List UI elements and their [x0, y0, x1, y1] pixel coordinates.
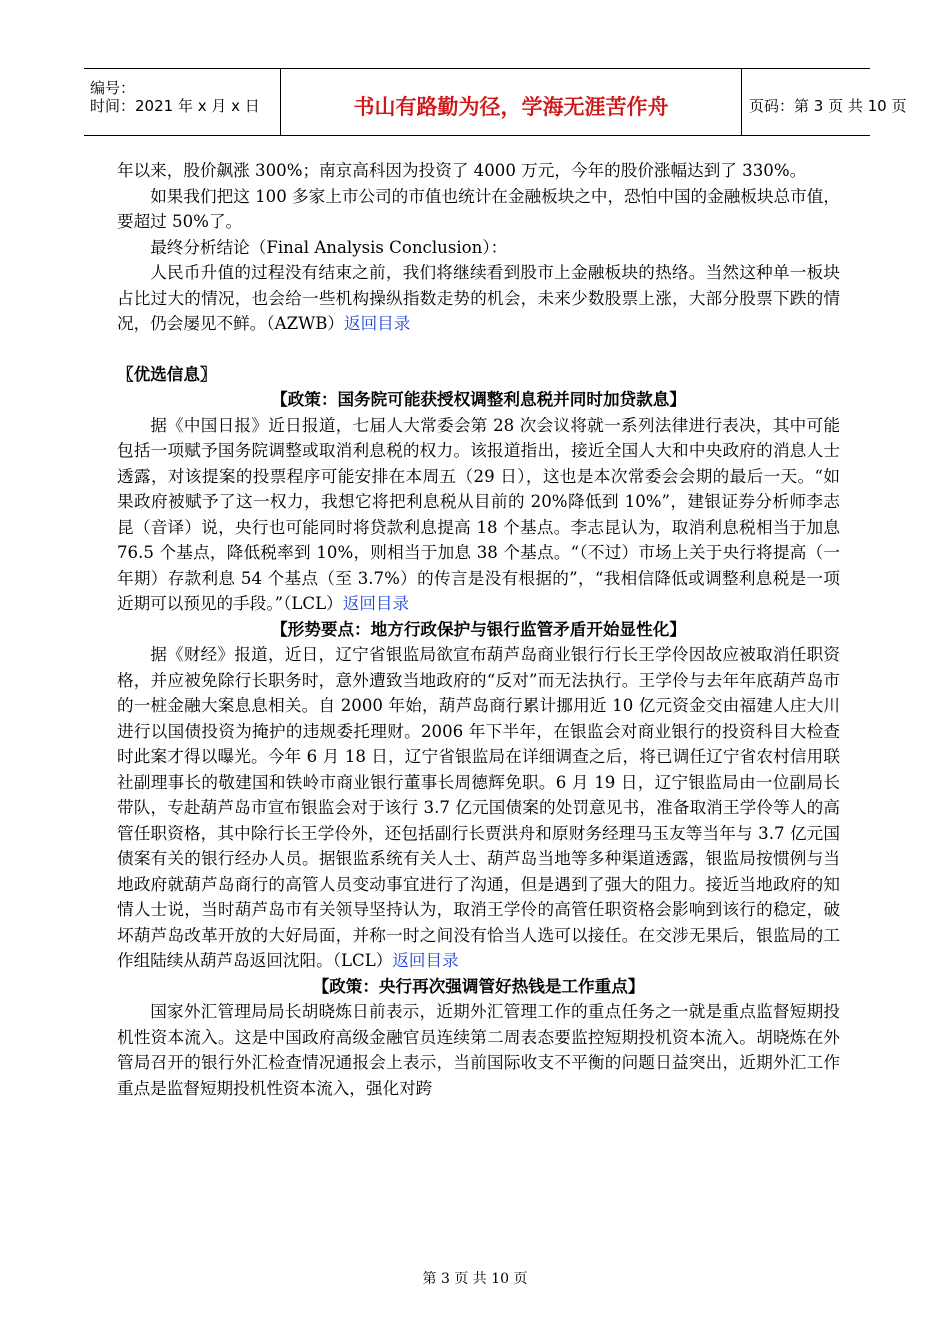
header-page-cell — [741, 69, 907, 135]
article-title: 【形势要点：地方行政保护与银行监管矛盾开始显性化】 — [271, 618, 686, 639]
paragraph: 如果我们把这 100 多家上市公司的市值也统计在金融板块之中，恐怕中国的金融板块总市值，要超过 50%了。 — [117, 186, 840, 231]
article-text: 据《中国日报》近日报道，七届人大常委会第 28 次会议将就一系列法律进行表决，其中可能包括一项赋予国务院调整或取消利息税的权力。该报道指出，接近全国人大和中央政府的消息人士透露，对该提案的投票程序可能安排在本周五（29 日），这也是本次常委会会期的最后一天。“如果政府被赋予了这一权力，我想它将把利息税从目前的 20%降低到 10%”，建银证券分析师李志昆（音译）说，央行也可能同时将贷款利息提高 18 个基点。李志昆认为，取消利息税相当于加息 76.5 个基点，降低税率到 10%，则相当于加息 38 个基点。“（不过）市场上关于央行将提高（一年期）存款利息 54 个基点（至 3.7%）的传言是没有根据的”，“我相信降低或调整利息税是一项近期可以预见的手段。”（LCL） — [117, 415, 840, 613]
paragraph-text: 人民币升值的过程没有结束之前，我们将继续看到股市上金融板块的热络。当然这种单一板块占比过大的情况，也会给一些机构操纵指数走势的机会，未来少数股票上涨，大部分股票下跌的情况，仍会屡见不鲜。（AZWB） — [117, 263, 840, 333]
page-info: 页码：第 3 页 共 10 页 — [749, 97, 907, 115]
back-to-toc-link[interactable]: 返回目录 — [342, 594, 410, 613]
paragraph: 年以来，股价飙涨 300%；南京高科因为投资了 4000 万元，今年的股价涨幅达到了 330%。 — [117, 161, 807, 180]
article-body — [117, 413, 840, 617]
header-motto-cell — [280, 69, 742, 135]
paragraph: 最终分析结论（Final Analysis Conclusion）： — [150, 237, 508, 257]
page-header — [84, 68, 907, 136]
article-body — [117, 999, 840, 1101]
date-label: 时间：2021 年 x 月 x 日 — [90, 97, 260, 115]
back-to-toc-link[interactable]: 返回目录 — [392, 951, 459, 970]
paragraph — [117, 260, 840, 337]
article-text: 据《财经》报道，近日，辽宁省银监局欲宣布葫芦岛商业银行行长王学伶因故应被取消任职资格，并应被免除行长职务时，意外遭致当地政府的“反对”而无法执行。王学伶与去年年底葫芦岛市的一桩金融大案息息相关。自 2000 年始，葫芦岛商行累计挪用近 10 亿元资金交由福建人庄大川进行以国债投资为掩护的违规委托理财。2006 年下半年，在银监会对商业银行的投资科目大检查时此案才得以曝光。今年 6 月 18 日，辽宁省银监局在详细调查之后，将已调任辽宁省农村信用联社副理事长的敬建国和铁岭市商业银行董事长周德辉免职。6 月 19 日，辽宁银监局由一位副局长带队，专赴葫芦岛市宣布银监会对于该行 3.7 亿元国债案的处罚意见书，准备取消王学伶等人的高管任职资格，其中除行长王学伶外，还包括副行长贾洪舟和原财务经理马玉友等当年与 3.7 亿元国债案有关的银行经办人员。据银监系统有关人士、葫芦岛当地等多种渠道透露，银监局按惯例与当地政府就葫芦岛商行的高管人员变动事宜进行了沟通，但是遇到了强大的阻力。接近当地政府的知情人士说，当时葫芦岛市有关领导坚持认为，取消王学伶的高管任职资格会影响到该行的稳定，破坏葫芦岛改革开放的大好局面，并称一时之间没有恰当人选可以接任。在交涉无果后，银监局的工作组陆续从葫芦岛返回沈阳。（LCL） — [117, 645, 840, 970]
article-text: 国家外汇管理局局长胡晓炼日前表示，近期外汇管理工作的重点任务之一就是重点监督短期投机性资本流入。这是中国政府高级金融官员连续第二周表态要监控短期投机资本流入。胡晓炼在外管局召开的银行外汇检查情况通报会上表示，当前国际收支不平衡的问题日益突出，近期外汇工作重点是监督短期投机性资本流入，强化对跨 — [117, 1002, 840, 1098]
header-left-cell — [84, 69, 280, 135]
page-footer: 第 3 页 共 10 页 — [422, 1271, 528, 1287]
serial-label: 编号： — [90, 79, 136, 97]
article-title: 【政策：国务院可能获授权调整利息税并同时加贷款息】 — [271, 389, 686, 409]
document-body — [117, 158, 840, 1101]
motto: 书山有路勤为径，学海无涯苦作舟 — [353, 95, 669, 119]
section-label: 〖优选信息〗 — [117, 363, 217, 384]
article-body — [117, 642, 840, 974]
spacer — [117, 337, 840, 362]
article-title: 【政策：央行再次强调管好热钱是工作重点】 — [312, 975, 645, 996]
back-to-toc-link[interactable]: 返回目录 — [344, 314, 411, 333]
